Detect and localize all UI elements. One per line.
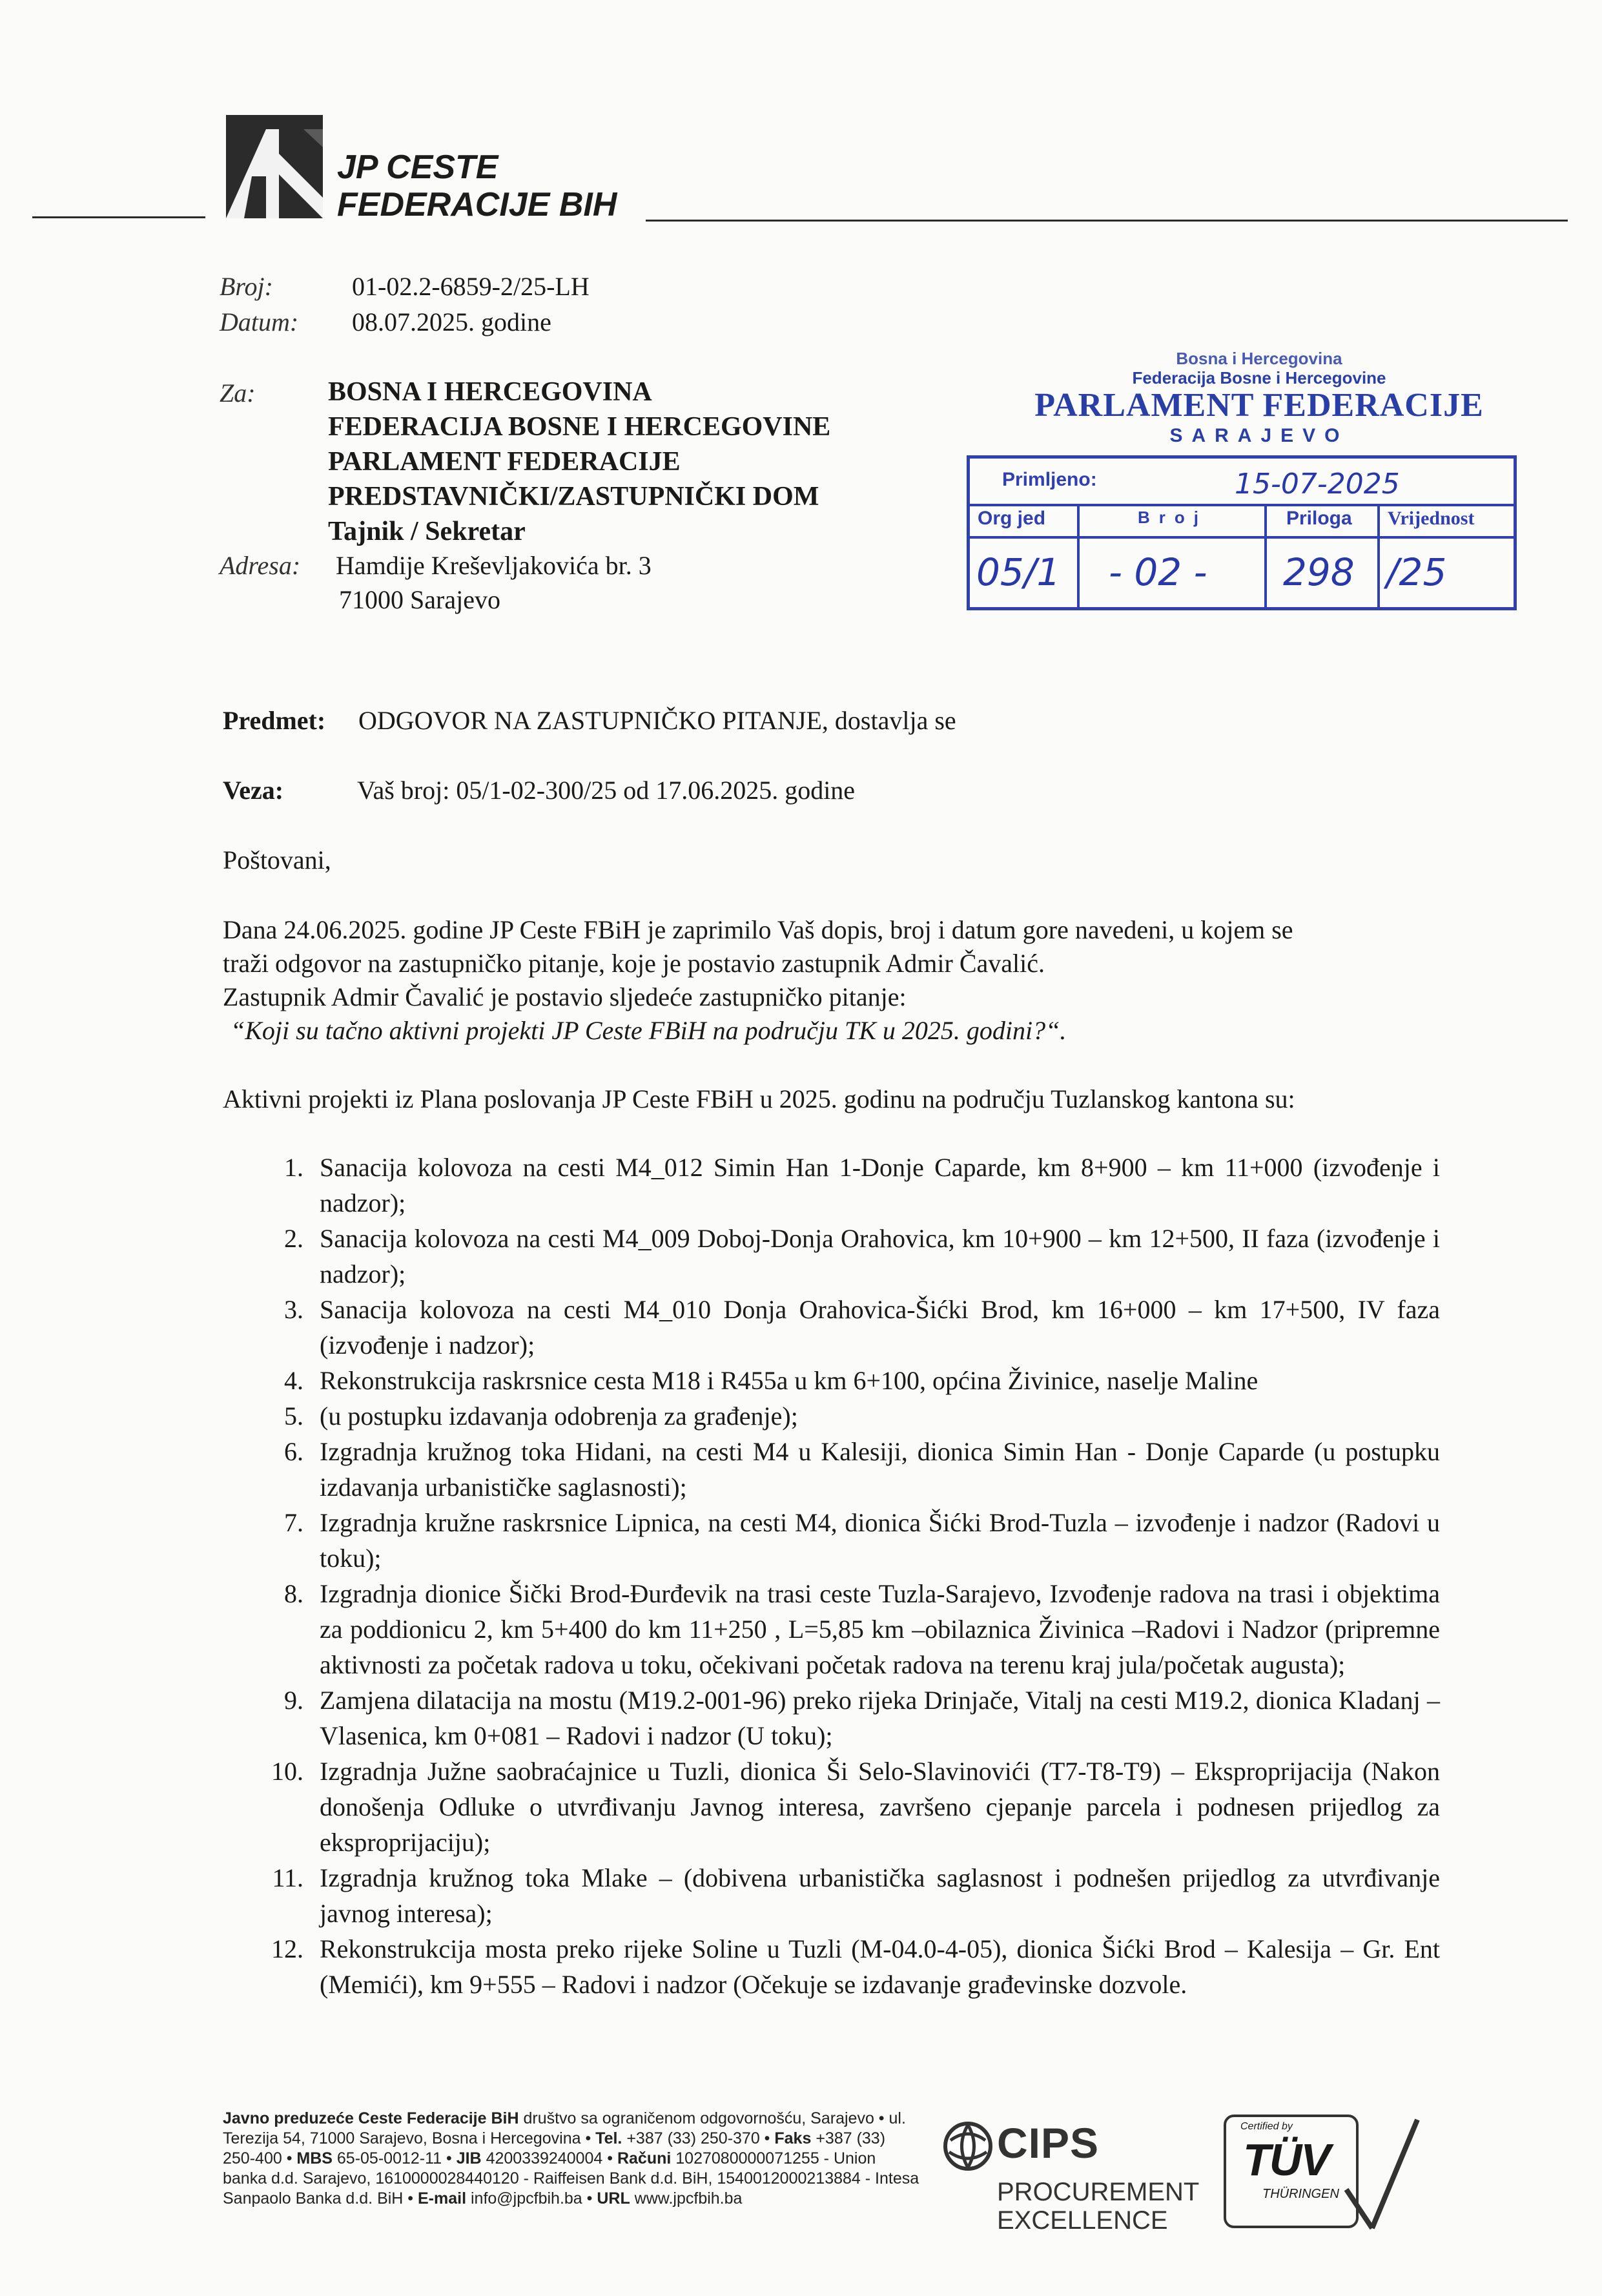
stamp-row-primljeno [970,459,1514,506]
za-label: Za: [220,378,256,408]
footer-company-info: Javno preduzeće Ceste Federacije BiH društvo sa ograničenom odgovornošću, Sarajevo • ul. Terezija 54, 71000 Sarajevo, Bosna i Hercegovina • Tel. +387 (33) 250-370 • Faks +387 (33) 250-400 • MBS 65-05-0012-11 • JIB 4200339240004 • Računi 1027080000071255 - Union banka d.d. Sarajevo, 1610000028440120 - Raiffeisen Bank d.d. BiH, 1540012000213884 - Intesa Sanpaolo Banka d.d. BiH • E-mail info@jpcfbih.ba • URL www.jpcfbih.ba [223,2109,919,2208]
broj-stamp-value: - 02 - [1109,550,1207,594]
list-item-number: 3. [284,1295,303,1324]
list-item-number: 10. [271,1757,303,1786]
broj-label: Broj: [220,272,273,301]
predmet-label: Predmet: [223,706,326,735]
cips-name: CIPS [997,2119,1100,2167]
list-item-text: Izgradnja Južne saobraćajnice u Tuzli, dionica Ši Selo-Slavinovići (T7-T8-T9) – Eksproprijacija (Nakon donošenja Odluke o utvrđivanju Javnog interesa, završeno cjepanje parcela i podnesen prijedlog za eksproprijaciju); [320,1757,1440,1857]
list-item-text: Izgradnja kružnog toka Mlake – (dobivena urbanistička saglasnost i podnešen prijedlog za utvrđivanje javnog interesa); [320,1863,1440,1928]
paragraph-line: traži odgovor na zastupničko pitanje, koje je postavio zastupnik Admir Čavalić. [223,949,1045,978]
list-item [258,1576,1440,1682]
stamp-line3: PARLAMENT FEDERACIJE [1034,387,1484,424]
paragraph-intro [223,913,1443,1048]
cips-logo [943,2118,1214,2235]
list-item-text: Sanacija kolovoza na cesti M4_010 Donja Orahovica-Šićki Brod, km 16+000 – km 17+500, IV faza (izvođenje i nadzor); [320,1295,1440,1360]
list-item-number: 7. [284,1508,303,1537]
company-name-line1: JP CESTE [337,149,498,186]
project-list [258,1150,1440,2002]
list-item-number: 6. [284,1437,303,1466]
cips-tagline: PROCUREMENT EXCELLENCE [997,2178,1200,2235]
recipient-line: Tajnik / Sekretar [328,517,526,546]
org-jed-value: 05/1 [976,550,1061,594]
list-item-number: 12. [271,1934,303,1963]
footer-url: www.jpcfbih.ba [630,2189,743,2208]
stamp-row-labels [970,504,1514,539]
list-item [258,1860,1440,1931]
address-line2: 71000 Sarajevo [339,585,500,614]
recipient-line: PARLAMENT FEDERACIJE [328,447,681,477]
question-quote: “Koji su tačno aktivni projekti JP Ceste FBiH na području TK u 2025. godini?“. [231,1016,1067,1045]
list-item [258,1221,1440,1292]
header-divider-left [32,216,205,218]
received-stamp-box [967,455,1517,610]
list-item-number: 2. [284,1224,303,1253]
list-item-text: Zamjena dilatacija na mostu (M19.2-001-96) preko rijeka Drinjače, Vitalj na cesti M19.2, dionica Kladanj – Vlasenica, km 0+081 – Radovi i nadzor (U toku); [320,1686,1440,1750]
company-name-line2: FEDERACIJE BIH [337,186,617,223]
cips-globe-icon [943,2121,993,2171]
list-item [258,1753,1440,1860]
list-item-text: Izgradnja dionice Šički Brod-Đurđevik na trasi ceste Tuzla-Sarajevo, Izvođenje radova na trasi i objektima za poddionicu 2, km 5+400 do km 11+250 , L=5,85 km –obilaznica Živinica –Radovi i Nadzor (pripremne aktivnosti za početak radova u toku, očekivani početak radova na terenu kraj jula/početak augusta); [320,1579,1440,1679]
list-item-number: 1. [284,1153,303,1182]
tuv-certified-by: Certified by [1240,2121,1293,2132]
company-logo-icon [226,115,323,218]
veza-value: Vaš broj: 05/1-02-300/25 od 17.06.2025. godine [357,776,856,805]
footer-company-name: Javno preduzeće Ceste Federacije BiH [223,2109,519,2127]
list-item-text: Sanacija kolovoza na cesti M4_012 Simin Han 1-Donje Caparde, km 8+900 – km 11+000 (izvođenje i nadzor); [320,1153,1440,1217]
org-jed-label: Org jed [978,508,1046,529]
list-item [258,1434,1440,1505]
tuv-region: THÜRINGEN [1262,2187,1339,2201]
recipient-line: PREDSTAVNIČKI/ZASTUPNIČKI DOM [328,482,819,512]
primljeno-date: 15-07-2025 [1235,468,1400,501]
priloga-label: Priloga [1286,508,1352,529]
company-name [337,149,617,223]
list-item-number: 11. [272,1863,303,1892]
predmet-value: ODGOVOR NA ZASTUPNIČKO PITANJE, dostavlja se [358,706,956,735]
address-line1: Hamdije Kreševljakovića br. 3 [336,551,652,580]
veza-label: Veza: [223,776,284,805]
list-item [258,1150,1440,1221]
stamp-line4: SARAJEVO [1169,425,1349,446]
list-item [258,1292,1440,1363]
list-item [258,1363,1440,1398]
datum-value: 08.07.2025. godine [352,307,551,336]
stamp-line1: Bosna i Hercegovina [1176,349,1342,368]
list-item-number: 4. [284,1366,303,1395]
list-item-text: Izgradnja kružne raskrsnice Lipnica, na cesti M4, dionica Šićki Brod-Tuzla – izvođenje i nadzor (Radovi u toku); [320,1508,1440,1573]
stamp-line2: Federacija Bosne i Hercegovine [1132,368,1386,388]
tuv-name: TÜV [1243,2135,1330,2185]
list-item [258,1505,1440,1576]
broj-value: 01-02.2-6859-2/25-LH [352,272,590,301]
list-item [258,1931,1440,2002]
list-item-text: Rekonstrukcija raskrsnice cesta M18 i R455a u km 6+100, općina Živinice, naselje Maline [320,1366,1258,1395]
tuv-certification-logo [1224,2112,1424,2235]
recipient-line: BOSNA I HERCEGOVINA [328,377,652,407]
list-intro: Aktivni projekti iz Plana poslovanja JP Ceste FBiH u 2025. godinu na području Tuzlanskog kantona su: [223,1084,1295,1113]
list-item-text: (u postupku izdavanja odobrenja za građenje); [320,1401,798,1431]
paragraph-line: Dana 24.06.2025. godine JP Ceste FBiH je zaprimilo Vaš dopis, broj i datum gore navedeni, u kojem se [223,915,1293,944]
list-item [258,1398,1440,1434]
footer-email: info@jpcfbih.ba • [466,2189,593,2208]
received-stamp-header [969,349,1550,448]
list-item-text: Izgradnja kružnog toka Hidani, na cesti M4 u Kalesiji, dionica Simin Han - Donje Caparde (u postupku izdavanja urbanističke saglasnosti); [320,1437,1440,1502]
list-item-text: Sanacija kolovoza na cesti M4_009 Doboj-Donja Orahovica, km 10+900 – km 12+500, II faza (izvođenje i nadzor); [320,1224,1440,1288]
paragraph-line: Zastupnik Admir Čavalić je postavio sljedeće zastupničko pitanje: [223,982,907,1011]
stamp-row-values [970,539,1514,607]
header-divider-right [646,220,1568,222]
datum-label: Datum: [220,307,299,336]
list-item [258,1682,1440,1753]
list-item-number: 8. [284,1579,303,1608]
greeting: Poštovani, [223,845,331,874]
recipient-line: FEDERACIJA BOSNE I HERCEGOVINE [328,412,831,442]
list-item-number: 5. [284,1401,303,1431]
priloga-value: 298 [1283,550,1355,594]
broj-stamp-label: Broj [1138,508,1207,527]
recipient-block [328,375,830,549]
vrijednost-label: Vrijednost [1388,508,1475,529]
primljeno-label: Primljeno: [1002,469,1097,490]
list-item-text: Rekonstrukcija mosta preko rijeke Soline u Tuzli (M-04.0-4-05), dionica Šićki Brod – Kalesija – Gr. Ent (Memići), km 9+555 – Radovi i nadzor (Očekuje se izdavanje građevinske dozvole. [320,1934,1440,1999]
vrijednost-value: /25 [1386,550,1447,594]
list-item-number: 9. [284,1686,303,1715]
adresa-label: Adresa: [220,551,301,580]
